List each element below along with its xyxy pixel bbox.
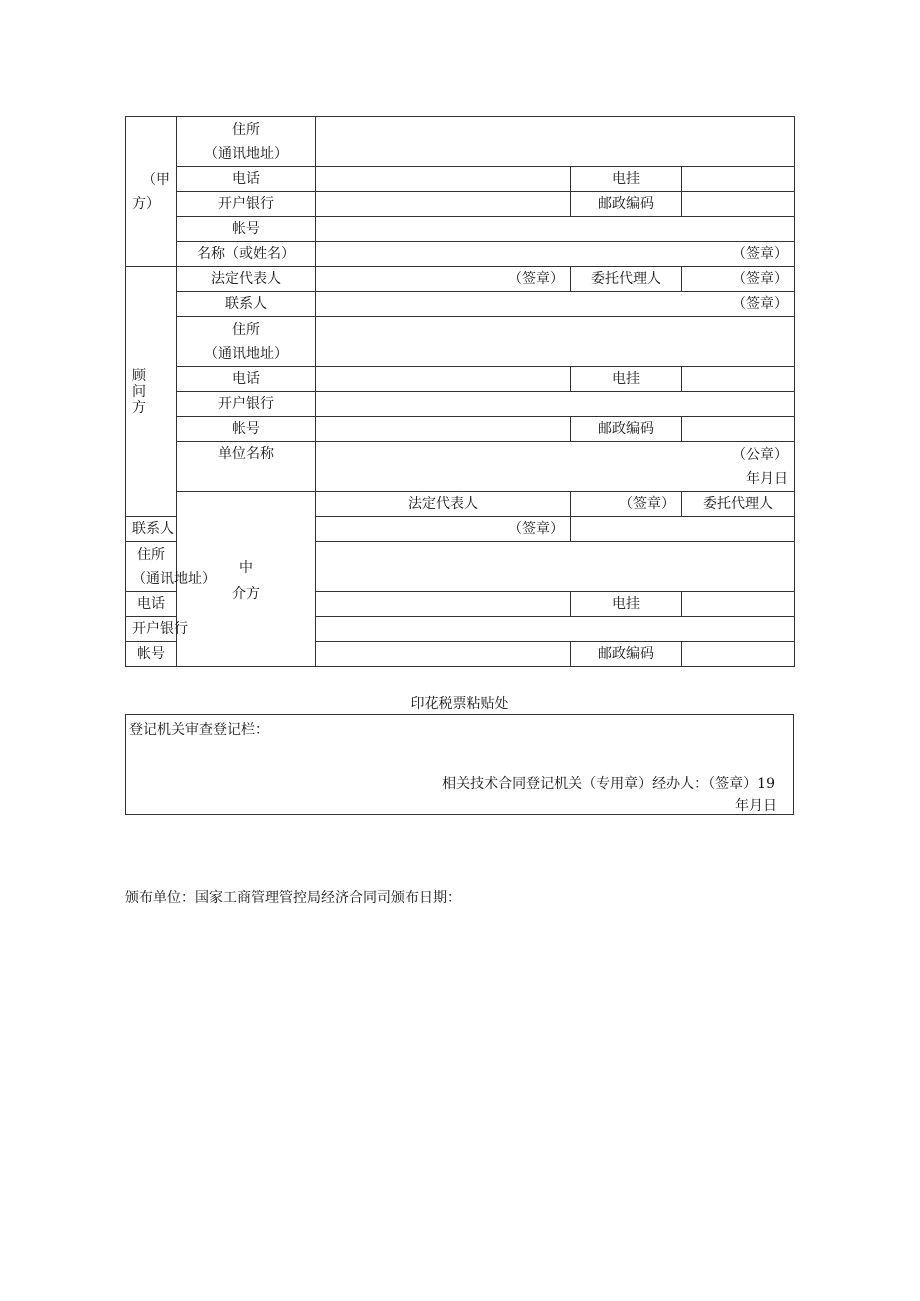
consultant-account-label: 帐号 xyxy=(177,417,316,442)
party-a-label xyxy=(126,117,177,267)
intermediary-phone-field[interactable] xyxy=(316,592,571,617)
intermediary-telegraph-label: 电挂 xyxy=(571,592,682,617)
intermediary-unit-name-field[interactable] xyxy=(316,442,795,492)
consultant-name-label: 名称（或姓名） xyxy=(177,242,316,267)
consultant-contact-label: 联系人 xyxy=(177,292,316,317)
intermediary-postcode-label: 邮政编码 xyxy=(571,642,682,667)
consultant-phone-field[interactable] xyxy=(316,367,571,392)
consultant-address-field[interactable] xyxy=(316,317,795,367)
consultant-account-field[interactable] xyxy=(316,417,571,442)
party-a-name-part2: 方） xyxy=(132,195,160,212)
consultant-agent-label: 委托代理人 xyxy=(571,267,682,292)
intermediary-postcode-field[interactable] xyxy=(682,642,795,667)
consultant-phone-label: 电话 xyxy=(177,367,316,392)
party-a-postcode-label: 邮政编码 xyxy=(571,192,682,217)
consultant-char-2: 问 xyxy=(132,384,146,400)
address-label-line2: （通讯地址） xyxy=(132,570,216,587)
address-label-line1: 住所 xyxy=(232,121,260,138)
consultant-postcode-field[interactable] xyxy=(682,417,795,442)
intermediary-unit-name-label: 单位名称 xyxy=(177,442,316,492)
party-a-address-label xyxy=(177,117,316,167)
intermediary-bank-field[interactable] xyxy=(316,617,795,642)
official-seal-text: （公章） xyxy=(732,446,789,463)
address-label-line1: 住所 xyxy=(137,546,165,563)
intermediary-contact-extra[interactable] xyxy=(571,517,795,542)
address-label-line2: （通讯地址） xyxy=(204,145,288,162)
consultant-bank-field[interactable] xyxy=(316,392,795,417)
parties-table xyxy=(125,116,795,667)
consultant-agent-field[interactable]: （签章） xyxy=(682,267,795,292)
intermediary-legal-rep-field[interactable]: （签章） xyxy=(571,492,682,517)
intermediary-name-part2: 介方 xyxy=(232,586,260,602)
consultant-bank-label: 开户银行 xyxy=(177,392,316,417)
party-a-address-field[interactable] xyxy=(316,117,795,167)
party-a-postcode-field[interactable] xyxy=(682,192,795,217)
registration-label: 登记机关审查登记栏： xyxy=(129,722,269,738)
intermediary-agent-label: 委托代理人 xyxy=(682,492,795,517)
consultant-address-label xyxy=(177,317,316,367)
registration-sign-text: 相关技术合同登记机关（专用章）经办人：（签章）19 xyxy=(442,776,775,792)
party-a-account-label: 帐号 xyxy=(177,217,316,242)
consultant-name-field[interactable]: （签章） xyxy=(316,242,795,267)
consultant-legal-rep-label: 法定代表人 xyxy=(177,267,316,292)
intermediary-contact-label: 联系人 xyxy=(126,517,177,542)
party-a-bank-label: 开户银行 xyxy=(177,192,316,217)
registration-box[interactable] xyxy=(125,714,794,815)
consultant-char-1: 顾 xyxy=(132,368,146,384)
consultant-char-3: 方 xyxy=(132,400,146,416)
consultant-contact-field[interactable]: （签章） xyxy=(316,292,795,317)
consultant-legal-rep-field[interactable]: （签章） xyxy=(316,267,571,292)
party-a-telegraph-field[interactable] xyxy=(682,167,795,192)
intermediary-account-label: 帐号 xyxy=(126,642,177,667)
party-a-telegraph-label: 电挂 xyxy=(571,167,682,192)
registration-date-text: 年月日 xyxy=(735,798,777,814)
consultant-label xyxy=(126,267,177,517)
intermediary-telegraph-field[interactable] xyxy=(682,592,795,617)
footer-publisher: 颁布单位：国家工商管理管控局经济合同司颁布日期： xyxy=(125,890,461,906)
intermediary-account-field[interactable] xyxy=(316,642,571,667)
intermediary-phone-label: 电话 xyxy=(126,592,177,617)
intermediary-contact-field[interactable]: （签章） xyxy=(316,517,571,542)
consultant-telegraph-field[interactable] xyxy=(682,367,795,392)
intermediary-bank-label: 开户银行 xyxy=(126,617,177,642)
intermediary-date-text: 年月日 xyxy=(746,470,789,487)
party-a-name-part1: （甲 xyxy=(142,171,170,188)
consultant-telegraph-label: 电挂 xyxy=(571,367,682,392)
address-label-line1: 住所 xyxy=(232,321,260,338)
intermediary-address-label xyxy=(126,542,216,592)
intermediary-name-part1: 中 xyxy=(239,560,253,576)
stamp-area-title: 印花税票粘贴处 xyxy=(410,696,509,712)
party-a-bank-field[interactable] xyxy=(316,192,571,217)
consultant-postcode-label: 邮政编码 xyxy=(571,417,682,442)
party-a-phone-field[interactable] xyxy=(316,167,571,192)
party-a-account-field[interactable] xyxy=(316,217,795,242)
address-label-line2: （通讯地址） xyxy=(204,345,288,362)
party-a-phone-label: 电话 xyxy=(177,167,316,192)
intermediary-address-field[interactable] xyxy=(316,542,795,592)
intermediary-legal-rep-label: 法定代表人 xyxy=(316,492,571,517)
